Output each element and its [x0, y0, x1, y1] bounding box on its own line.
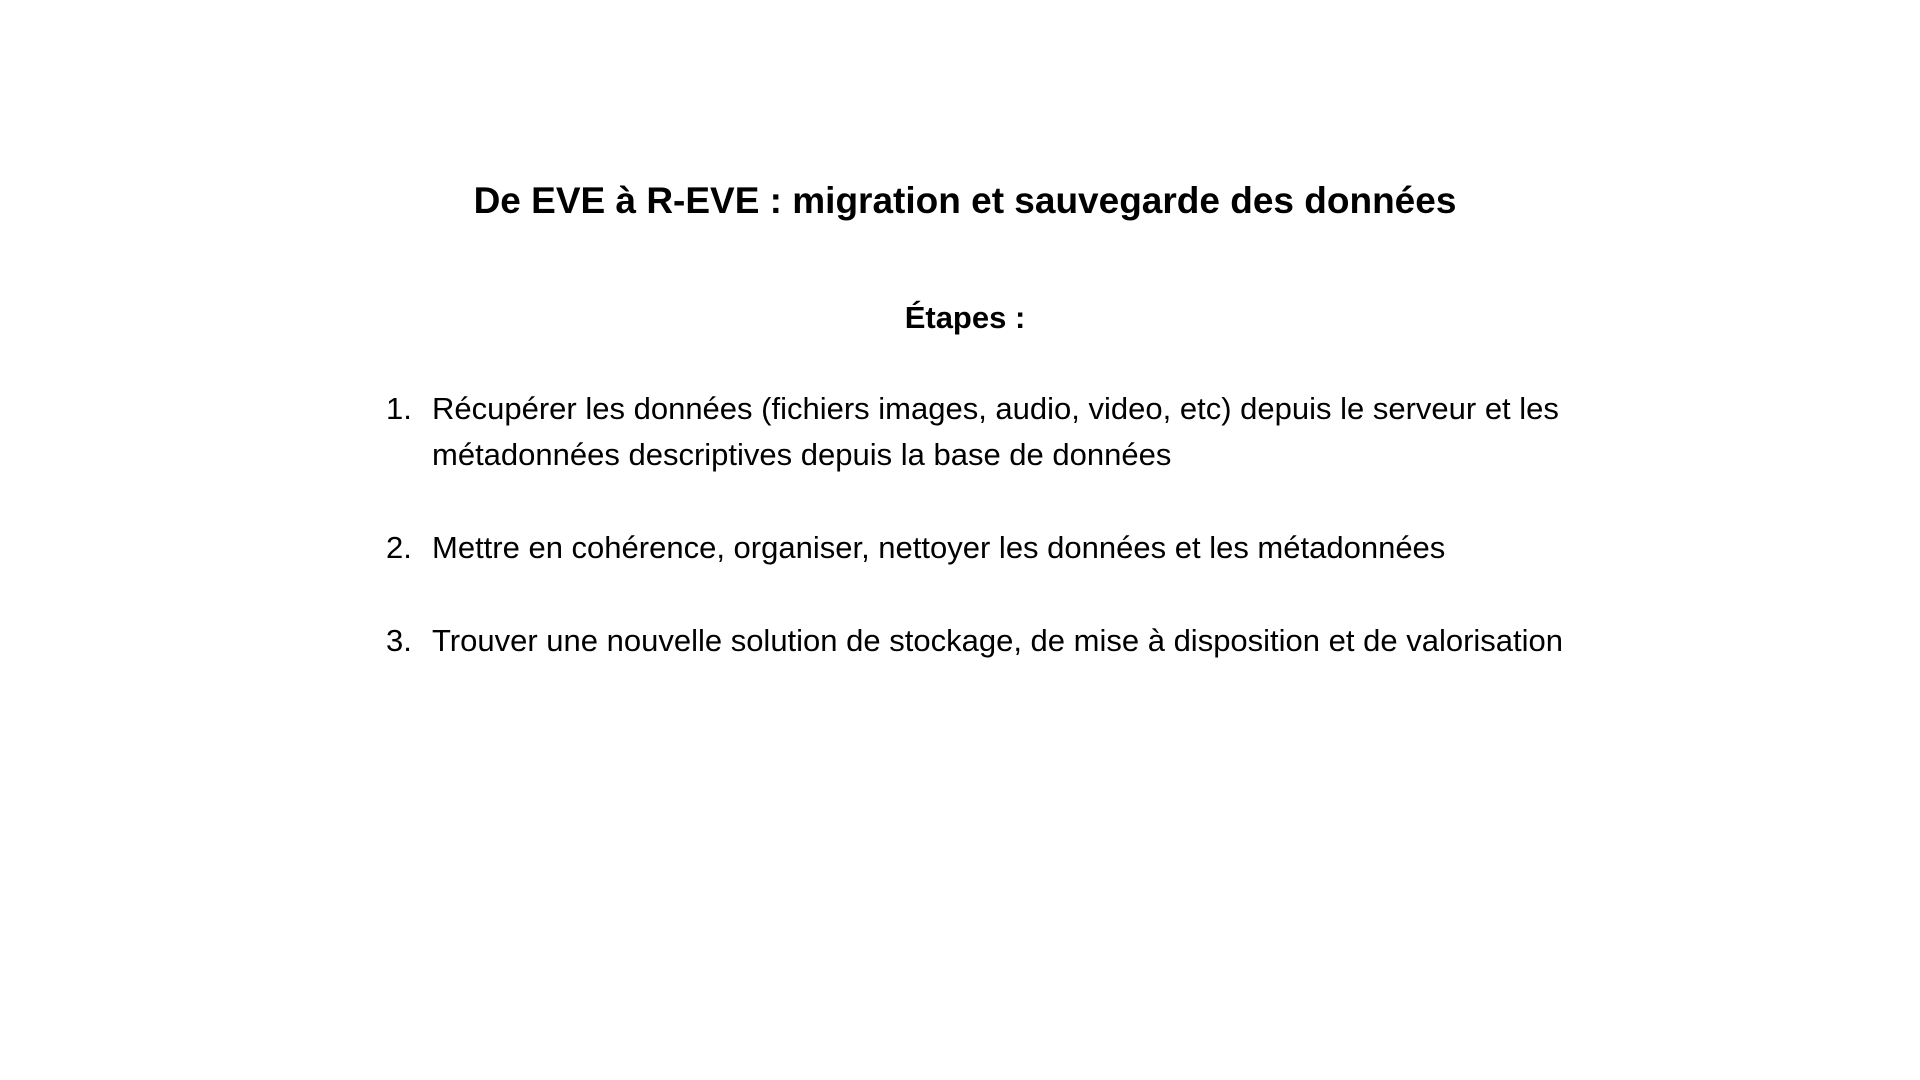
- list-item: [386, 386, 1576, 478]
- steps-list: [386, 386, 1576, 711]
- slide-title: De EVE à R-EVE : migration et sauvegarde des données: [473, 180, 1457, 221]
- step-number: 1.: [386, 391, 412, 426]
- step-text: Récupérer les données (fichiers images, audio, video, etc) depuis le serveur et les métadonnées descriptives depuis la base de données: [432, 391, 1559, 472]
- list-item: [386, 618, 1576, 664]
- step-text: Mettre en cohérence, organiser, nettoyer les données et les métadonnées: [432, 530, 1446, 565]
- step-number: 3.: [386, 623, 412, 658]
- step-number: 2.: [386, 530, 412, 565]
- list-item: [386, 525, 1576, 571]
- step-text: Trouver une nouvelle solution de stockage, de mise à disposition et de valorisation: [432, 623, 1564, 658]
- steps-heading: Étapes :: [904, 300, 1026, 335]
